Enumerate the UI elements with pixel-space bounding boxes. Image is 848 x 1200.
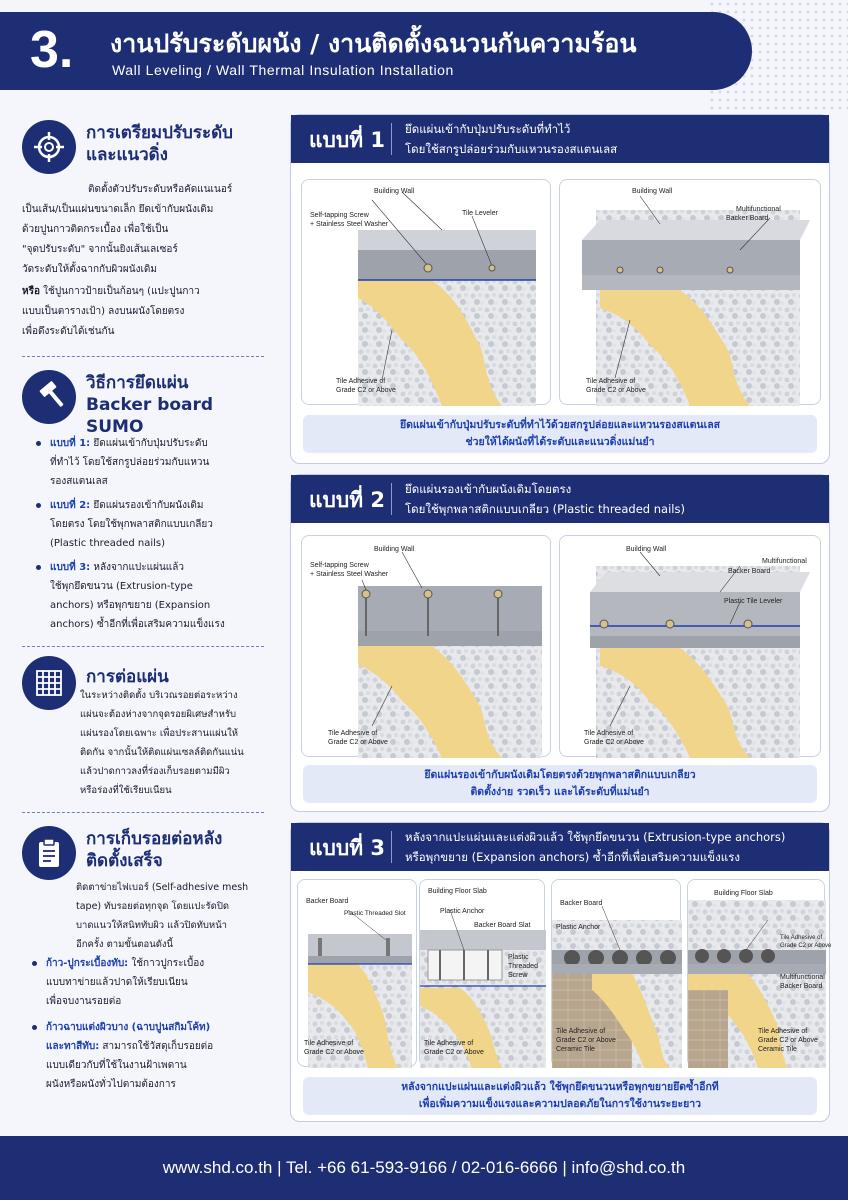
prep-title-line2: และแนวดิ่ง xyxy=(86,145,168,165)
finish-item-key: ก้าวฉาบแต่งผิวบาง (ฉาบปูนสกิมโค้ท) xyxy=(46,1022,211,1033)
label-backer-board: Backer Board xyxy=(728,568,771,575)
footer-contact: www.shd.co.th | Tel. +66 61-593-9166 / 02-016-6666 | info@shd.co.th xyxy=(162,1158,686,1177)
label-plastic: Plastic xyxy=(508,954,529,961)
label-plastic-anchor: Plastic Anchor xyxy=(440,908,485,915)
label-adhesive: Tile Adhesive of xyxy=(304,1040,354,1047)
panel-header xyxy=(291,475,829,523)
finish-title-line2: ติดตั้งเสร็จ xyxy=(86,851,163,871)
panel-tag: แบบที่ 3 xyxy=(309,836,385,860)
finish-item-key: และทาสีทับ: xyxy=(46,1041,100,1052)
joint-line: หรือร่องที่ใช้เรียบเนียน xyxy=(80,785,172,796)
label-adhesive-grade: Grade C2 or Above xyxy=(780,943,832,949)
divider xyxy=(22,812,264,813)
label-adhesive-grade: Grade C2 or Above xyxy=(556,1037,616,1044)
joint-title: การต่อแผ่น xyxy=(86,667,169,687)
diagram-anchor-2 xyxy=(419,879,545,1067)
panel-desc-2: หรือพุกขยาย (Expansion anchors) ซ้ำอีกที่เพื่อเสริมความแข็งแรง xyxy=(405,850,740,864)
joint-line: แผ่นจะต้องห่างจากจุดรอยผิเศษสำหรับ xyxy=(80,709,236,720)
finish-line: tape) ทับรอยต่อทุกจุด โดยแปะรัดปิด xyxy=(76,901,230,912)
method-item-line: ใช้พุกยึดขนวน (Extrusion-type xyxy=(50,581,193,592)
footer xyxy=(0,1136,848,1200)
page-title-english: Wall Leveling / Wall Thermal Insulation Installation xyxy=(112,62,454,78)
method-item-line: anchors) หรือพุกขยาย (Expansion xyxy=(50,600,211,611)
method-item-line: anchors) ซ้ำอีกที่เพื่อเสริมความแข็งแรง xyxy=(50,619,225,630)
method-item-1 xyxy=(50,434,266,491)
method-item-key: แบบที่ 3: xyxy=(50,562,91,573)
caption-line-1: ยึดแผ่นรองเข้ากับผนังเดิมโดยตรงด้วยพุกพลาสติกแบบเกลียว xyxy=(424,769,696,781)
method-item-line: หลังจากแปะแผ่นแล้ว xyxy=(93,562,184,573)
prep-line: ใช้ปูนกาวป้ายเป็นก้อนๆ (แปะปูนกาว xyxy=(43,286,200,297)
panel-desc-2: โดยใช้สกรูปล่อยร่วมกับแหวนรองสแตนเลส xyxy=(405,142,618,156)
label-adhesive-grade: Grade C2 or Above xyxy=(328,739,388,746)
divider xyxy=(22,646,264,647)
finish-item-key: ก้าว-ปูกระเบื้องทับ: xyxy=(46,958,129,969)
label-multifunctional: Multifunctional xyxy=(736,206,781,213)
label-adhesive-grade: Grade C2 or Above xyxy=(336,387,396,394)
prep-section xyxy=(22,120,266,340)
finish-title xyxy=(86,828,222,872)
prep-line: ติดตั้งตัวปรับระดับหรือคัดแนเนอร์ xyxy=(88,184,233,195)
section-number: 3. xyxy=(30,21,74,79)
label-plastic-leveler: Plastic Tile Leveler xyxy=(724,598,783,605)
finish-line: อีกครั้ง ตามขั้นตอนดังนี้ xyxy=(76,939,173,950)
diagram-plastic-leveler xyxy=(559,535,821,757)
label-adhesive-grade: Grade C2 or Above xyxy=(424,1049,484,1056)
caption-line-2: ช่วยให้ได้ผนังที่ได้ระดับและแนวดิ่งแม่นยำ xyxy=(465,436,655,448)
method-item-key: แบบที่ 1: xyxy=(50,438,91,449)
diagram-leveler-screw xyxy=(301,179,551,405)
joint-line: แล้วปาดกาวลงที่ร่องเก็บรอยตามมีผิว xyxy=(80,766,230,777)
label-building-wall: Building Wall xyxy=(374,546,415,553)
method-title-line1: วิธีการยึดแผ่น xyxy=(86,373,189,393)
label-washer: + Stainless Steel Washer xyxy=(310,221,389,228)
label-backer-board: Backer Board xyxy=(306,898,349,905)
prep-line: เพื่อดึงระดับได้เช่นกัน xyxy=(22,326,115,337)
finish-item-line: สามารถใช้วัสดุเก็บรอยต่อ xyxy=(102,1041,214,1052)
diagram-plastic-nail xyxy=(301,535,551,757)
label-ceramic-tile: Ceramic Tile xyxy=(758,1046,797,1053)
caption-line-1: หลังจากแปะแผ่นและแต่งผิวแล้ว ใช้พุกยึดขนวนหรือพุกขยายยึดซ้ำอีกที xyxy=(401,1081,719,1093)
label-backer-board: Backer Board xyxy=(560,900,603,907)
label-building-wall: Building Wall xyxy=(626,546,667,553)
prep-title xyxy=(86,122,233,166)
panel-header xyxy=(291,823,829,871)
finish-item-line: เพื่อจบงานรอยต่อ xyxy=(46,996,122,1007)
label-building-wall: Building Wall xyxy=(374,188,415,195)
label-adhesive: Tile Adhesive of xyxy=(586,378,636,385)
label-adhesive: Tile Adhesive of xyxy=(556,1028,606,1035)
label-tile-leveler: Tile Leveler xyxy=(462,210,498,217)
clipboard-icon xyxy=(22,826,76,880)
method-item-line: ยึดแผ่นรองเข้ากับผนังเดิม xyxy=(93,500,204,511)
joint-line: ในระหว่างติดตั้ง บริเวณรอยต่อระหว่าง xyxy=(80,690,238,701)
finish-item-line: ผนังหรือผนังทั่วไปตามต้องการ xyxy=(46,1079,176,1090)
prep-or-label: หรือ xyxy=(22,286,40,297)
label-washer: + Stainless Steel Washer xyxy=(310,571,389,578)
label-threaded: Threaded xyxy=(508,963,538,970)
method-item-line: รองสแตนเลส xyxy=(50,476,108,487)
finish-line: ติดตาข่ายไฟเบอร์ (Self-adhesive mesh xyxy=(76,882,249,893)
method-item-line: ยึดแผ่นเข้ากับปุ่มปรับระดับ xyxy=(93,438,208,449)
label-floor-slab: Building Floor Slab xyxy=(428,888,487,895)
target-crosshair-icon xyxy=(22,120,76,174)
label-screw: Self-tapping Screw xyxy=(310,562,369,569)
caption-line-2: เพื่อเพิ่มความแข็งแรงและความปลอดภัยในการใช้งานระยะยาว xyxy=(418,1098,702,1110)
label-multifunctional: Multifunctional xyxy=(780,974,825,981)
joint-line: แผ่นรองโดยเฉพาะ เพื่อประสานแผ่นให้ xyxy=(80,728,239,739)
label-adhesive-grade: Grade C2 or Above xyxy=(304,1049,364,1056)
method-title xyxy=(86,372,266,438)
caption-line-2: ติดตั้งง่าย รวดเร็ว และได้ระดับที่แม่นยำ xyxy=(470,786,650,798)
joint-section xyxy=(22,656,266,806)
diagram-anchor-1 xyxy=(297,879,417,1067)
finish-item-1 xyxy=(46,954,268,1011)
finish-title-line1: การเก็บรอยต่อหลัง xyxy=(86,829,223,849)
prep-line: เป็นเส้น/เป็นแผ่นขนาดเล็ก ยึดเข้ากับผนังเดิม xyxy=(22,204,214,215)
label-adhesive-grade: Grade C2 or Above xyxy=(758,1037,818,1044)
label-backer-slat: Backer Board Slat xyxy=(474,922,531,929)
label-adhesive: Tile Adhesive of xyxy=(328,730,378,737)
finish-item-2 xyxy=(46,1018,268,1094)
label-adhesive: Tile Adhesive of xyxy=(758,1028,808,1035)
finish-section xyxy=(22,826,266,1126)
label-multifunctional: Multifunctional xyxy=(762,558,807,565)
finish-item-line: แบบทาข่ายแล้วปาดให้เรียบเนียน xyxy=(46,977,188,988)
caption-line-1: ยึดแผ่นเข้ากับปุ่มปรับระดับที่ทำไว้ด้วยสกรูปล่อยและแหวนรองสแตนเลส xyxy=(399,419,721,431)
label-screw: Screw xyxy=(508,972,528,979)
method-section xyxy=(22,370,266,640)
label-plastic-slot: Plastic Threaded Slot xyxy=(344,910,406,917)
joint-body xyxy=(80,686,270,800)
panel-caption xyxy=(303,765,817,803)
method-item-2 xyxy=(50,496,266,553)
panel-desc-2: โดยใช้พุกพลาสติกแบบเกลียว (Plastic threaded nails) xyxy=(405,502,685,516)
method-item-line: โดยตรง โดยใช้พุกพลาสติกแบบเกลียว xyxy=(50,519,213,530)
page-header xyxy=(0,12,752,90)
label-adhesive: Tile Adhesive of xyxy=(584,730,634,737)
prep-title-line1: การเตรียมปรับระดับ xyxy=(86,123,233,143)
label-adhesive: Tile Adhesive of xyxy=(336,378,386,385)
panel-desc-1: ยึดแผ่นรองเข้ากับผนังเดิมโดยตรง xyxy=(405,482,572,496)
prep-line: วัดระดับให้ตั้งฉากกับผิวผนังเดิม xyxy=(22,264,157,275)
label-adhesive: Tile Adhesive of xyxy=(780,935,823,941)
method-item-line: (Plastic threaded nails) xyxy=(50,538,166,549)
divider xyxy=(22,356,264,357)
label-backer-board: Backer Board xyxy=(726,215,769,222)
panel-desc-1: หลังจากแปะแผ่นและแต่งผิวแล้ว ใช้พุกยึดขนวน (Extrusion-type anchors) xyxy=(405,830,786,844)
label-adhesive-grade: Grade C2 or Above xyxy=(586,387,646,394)
finish-body xyxy=(76,878,272,954)
label-plastic-anchor: Plastic Anchor xyxy=(556,924,601,931)
panel-caption xyxy=(303,1077,817,1115)
hammer-icon xyxy=(22,370,76,424)
method-panel-2 xyxy=(290,474,830,812)
prep-line: ด้วยปูนกาวติดกระเบื้อง เพื่อใช้เป็น xyxy=(22,224,169,235)
method-item-3 xyxy=(50,558,266,634)
label-adhesive: Tile Adhesive of xyxy=(424,1040,474,1047)
label-ceramic-tile: Ceramic Tile xyxy=(556,1046,595,1053)
diagram-leveler-board xyxy=(559,179,821,405)
prep-body xyxy=(22,180,266,342)
finish-line: บาดแนวให้สนิททับผิว แล้วปิดทับหน้า xyxy=(76,920,228,931)
panel-header xyxy=(291,115,829,163)
joint-line: ติดกัน จากนั้นให้ติดแผ่นเซลล์ติดกันแน่น xyxy=(80,747,244,758)
panel-tag: แบบที่ 2 xyxy=(309,488,385,512)
label-screw: Self-tapping Screw xyxy=(310,212,369,219)
diagram-anchor-3 xyxy=(551,879,681,1067)
finish-item-line: ใช้กาวปูกระเบื้อง xyxy=(131,958,205,969)
prep-line: แบบเป็นตารางเป้า) ลงบนผนังโดยตรง xyxy=(22,306,185,317)
method-title-line2: Backer board SUMO xyxy=(86,395,214,437)
panel-caption xyxy=(303,415,817,453)
panel-tag: แบบที่ 1 xyxy=(309,128,385,152)
prep-line: "จุดปรับระดับ" จากนั้นยิงเส้นเลเซอร์ xyxy=(22,244,178,255)
panel-desc-1: ยึดแผ่นเข้ากับปุ่มปรับระดับที่ทำไว้ xyxy=(405,122,571,136)
label-floor-slab: Building Floor Slab xyxy=(714,890,773,897)
method-panel-3 xyxy=(290,822,830,1122)
finish-item-line: แบบเดียวกับที่ใช้ในงานฝ้าเพดาน xyxy=(46,1060,187,1071)
label-backer-board: Backer Board xyxy=(780,983,823,990)
label-adhesive-grade: Grade C2 or Above xyxy=(584,739,644,746)
method-panel-1 xyxy=(290,114,830,464)
page-title-thai: งานปรับระดับผนัง / งานติดตั้งฉนวนกันความร้อน xyxy=(110,29,637,58)
method-item-key: แบบที่ 2: xyxy=(50,500,91,511)
label-building-wall: Building Wall xyxy=(632,188,673,195)
diagram-anchor-4 xyxy=(687,879,832,1067)
grid-mesh-icon xyxy=(22,656,76,710)
method-item-line: ที่ทำไว้ โดยใช้สกรูปล่อยร่วมกับแหวน xyxy=(50,457,210,468)
